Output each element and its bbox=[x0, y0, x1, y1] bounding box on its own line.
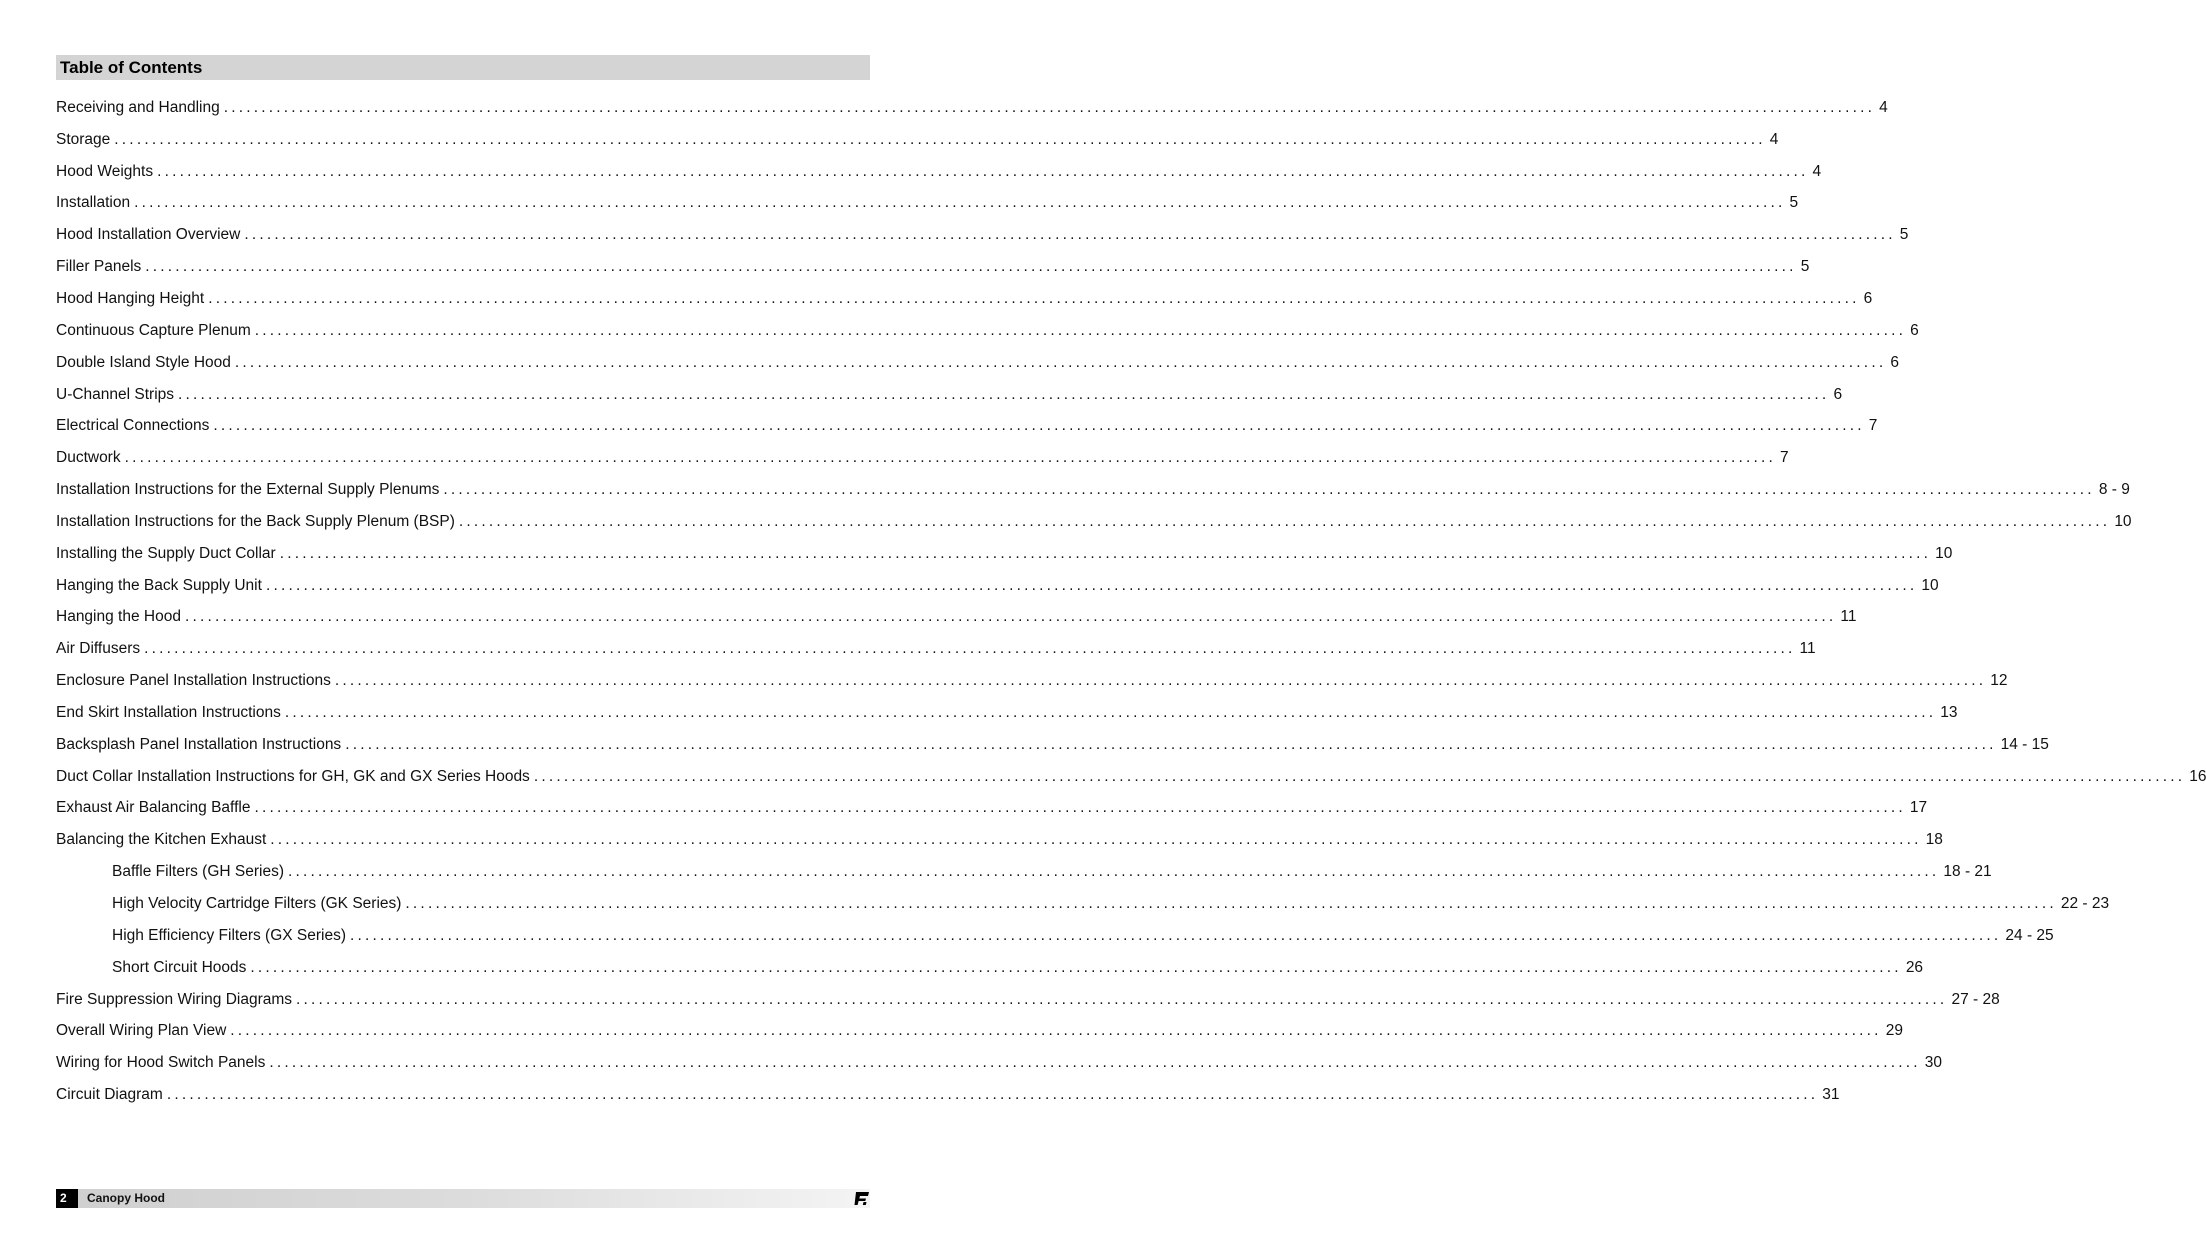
toc-entry[interactable] bbox=[56, 283, 1873, 315]
toc-entry-label: Balancing the Kitchen Exhaust bbox=[56, 831, 267, 849]
toc-entry[interactable] bbox=[56, 1079, 1840, 1111]
toc-entry-page: 5 bbox=[1899, 226, 1909, 244]
toc-dot-leader: ............................................................................................................................................................................................................................ bbox=[443, 481, 2095, 499]
toc-dot-leader: ............................................................................................................................................................................................................................ bbox=[265, 576, 1918, 594]
toc-entry-page: 10 bbox=[1935, 544, 1953, 562]
toc-entry-page: 31 bbox=[1822, 1086, 1840, 1104]
toc-dot-leader: ............................................................................................................................................................................................................................ bbox=[213, 417, 1865, 435]
toc-entry-page: 10 bbox=[1921, 576, 1939, 594]
toc-entry-page: 27 - 28 bbox=[1951, 990, 2000, 1008]
toc-dot-leader: ............................................................................................................................................................................................................................ bbox=[269, 1054, 1921, 1072]
toc-entry-page: 30 bbox=[1924, 1054, 1943, 1072]
toc-entry-page: 8 - 9 bbox=[2098, 481, 2130, 499]
toc-dot-leader: ............................................................................................................................................................................................................................ bbox=[533, 767, 2186, 785]
toc-dot-leader: ............................................................................................................................................................................................................................ bbox=[350, 926, 2002, 944]
toc-entry-label: Hanging the Back Supply Unit bbox=[56, 576, 262, 594]
toc-header-bar bbox=[56, 55, 870, 80]
toc-entry-label: Air Diffusers bbox=[56, 640, 141, 658]
toc-list bbox=[56, 92, 2206, 1111]
toc-dot-leader: ............................................................................................................................................................................................................................ bbox=[184, 608, 1837, 626]
toc-entry-label: Installation bbox=[56, 194, 131, 212]
toc-subentry[interactable] bbox=[56, 856, 1992, 888]
toc-dot-leader: ............................................................................................................................................................................................................................ bbox=[114, 130, 1766, 148]
toc-entry[interactable] bbox=[56, 188, 1799, 220]
toc-entry-label: Short Circuit Hoods bbox=[112, 958, 247, 976]
toc-subentry[interactable] bbox=[56, 952, 1924, 984]
toc-subentry[interactable] bbox=[56, 920, 2054, 952]
toc-entry-label: Double Island Style Hood bbox=[56, 353, 231, 371]
toc-entry-page: 11 bbox=[1840, 608, 1857, 626]
toc-entry[interactable] bbox=[56, 315, 1919, 347]
toc-entry[interactable] bbox=[56, 793, 1928, 825]
toc-dot-leader: ............................................................................................................................................................................................................................ bbox=[223, 98, 1876, 116]
toc-entry-label: Circuit Diagram bbox=[56, 1086, 163, 1104]
toc-entry[interactable] bbox=[56, 570, 1939, 602]
toc-entry-label: Installation Instructions for the External Supply Plenums bbox=[56, 481, 440, 499]
toc-entry-label: Continuous Capture Plenum bbox=[56, 321, 251, 339]
toc-entry-label: Hanging the Hood bbox=[56, 608, 181, 626]
toc-entry-label: High Efficiency Filters (GX Series) bbox=[112, 926, 346, 944]
toc-entry-page: 12 bbox=[1990, 672, 2008, 690]
toc-entry[interactable] bbox=[56, 92, 1888, 124]
toc-entry[interactable] bbox=[56, 633, 1816, 665]
toc-entry-label: Ductwork bbox=[56, 449, 121, 467]
toc-entry-label: High Velocity Cartridge Filters (GK Series) bbox=[112, 895, 402, 913]
toc-entry[interactable] bbox=[56, 602, 1857, 634]
toc-entry-label: Electrical Connections bbox=[56, 417, 210, 435]
toc-dot-leader: ............................................................................................................................................................................................................................ bbox=[270, 831, 1922, 849]
toc-entry-page: 5 bbox=[1789, 194, 1799, 212]
toc-entry-label: Installation Instructions for the Back Supply Plenum (BSP) bbox=[56, 512, 455, 530]
toc-entry-page: 7 bbox=[1868, 417, 1878, 435]
toc-entry[interactable] bbox=[56, 665, 2008, 697]
toc-entry-page: 6 bbox=[1833, 385, 1843, 403]
toc-entry-label: Enclosure Panel Installation Instructions bbox=[56, 672, 331, 690]
toc-dot-leader: ............................................................................................................................................................................................................................ bbox=[296, 990, 1948, 1008]
toc-entry-label: Backsplash Panel Installation Instructions bbox=[56, 735, 342, 753]
toc-entry-label: Hood Hanging Height bbox=[56, 289, 205, 307]
toc-entry-page: 22 - 23 bbox=[2060, 895, 2110, 913]
toc-entry-label: U-Channel Strips bbox=[56, 385, 175, 403]
toc-dot-leader: ............................................................................................................................................................................................................................ bbox=[144, 640, 1796, 658]
toc-entry-page: 17 bbox=[1909, 799, 1928, 817]
toc-entry-page: 14 - 15 bbox=[2000, 735, 2049, 753]
toc-entry-label: Wiring for Hood Switch Panels bbox=[56, 1054, 266, 1072]
toc-entry[interactable] bbox=[56, 538, 1953, 570]
toc-entry-page: 10 bbox=[2114, 512, 2132, 530]
toc-entry-label: Receiving and Handling bbox=[56, 98, 220, 116]
toc-entry-page: 7 bbox=[1780, 449, 1789, 467]
footer-document-title: Canopy Hood bbox=[87, 1191, 165, 1205]
toc-entry[interactable] bbox=[56, 156, 1822, 188]
toc-entry-page: 6 bbox=[1863, 289, 1873, 307]
toc-entry-page: 4 bbox=[1812, 162, 1822, 180]
toc-dot-leader: ............................................................................................................................................................................................................................ bbox=[124, 449, 1777, 467]
toc-dot-leader: ............................................................................................................................................................................................................................ bbox=[254, 321, 1907, 339]
toc-dot-leader: ............................................................................................................................................................................................................................ bbox=[145, 258, 1797, 276]
page-footer bbox=[56, 1189, 870, 1208]
toc-dot-leader: ............................................................................................................................................................................................................................ bbox=[234, 353, 1887, 371]
toc-entry-label: Hood Installation Overview bbox=[56, 226, 241, 244]
toc-dot-leader: ............................................................................................................................................................................................................................ bbox=[157, 162, 1809, 180]
toc-entry-page: 29 bbox=[1885, 1022, 1903, 1040]
toc-dot-leader: ............................................................................................................................................................................................................................ bbox=[178, 385, 1830, 403]
toc-entry[interactable] bbox=[56, 474, 2130, 506]
toc-entry-page: 6 bbox=[1890, 353, 1899, 371]
toc-dot-leader: ............................................................................................................................................................................................................................ bbox=[208, 289, 1860, 307]
toc-entry-label: End Skirt Installation Instructions bbox=[56, 703, 281, 721]
toc-entry-page: 18 - 21 bbox=[1943, 863, 1992, 881]
toc-entry-page: 24 - 25 bbox=[2005, 926, 2054, 944]
toc-dot-leader: ............................................................................................................................................................................................................................ bbox=[166, 1086, 1819, 1104]
toc-entry[interactable] bbox=[56, 379, 1843, 411]
toc-entry-page: 4 bbox=[1769, 130, 1779, 148]
toc-entry-label: Hood Weights bbox=[56, 162, 154, 180]
toc-entry-page: 26 bbox=[1905, 958, 1924, 976]
toc-entry-page: 11 bbox=[1799, 640, 1816, 658]
toc-entry-page: 6 bbox=[1910, 321, 1919, 339]
toc-dot-leader: ............................................................................................................................................................................................................................ bbox=[458, 512, 2111, 530]
toc-entry-page: 5 bbox=[1800, 258, 1810, 276]
toc-entry-label: Duct Collar Installation Instructions for GH, GK and GX Series Hoods bbox=[56, 767, 530, 785]
toc-entry-label: Exhaust Air Balancing Baffle bbox=[56, 799, 251, 817]
toc-dot-leader: ............................................................................................................................................................................................................................ bbox=[279, 544, 1932, 562]
toc-entry[interactable] bbox=[56, 347, 1899, 379]
toc-entry-label: Filler Panels bbox=[56, 258, 142, 276]
toc-subentry[interactable] bbox=[56, 888, 2110, 920]
toc-entry[interactable] bbox=[56, 410, 1878, 442]
toc-entry-page: 4 bbox=[1879, 98, 1888, 116]
toc-dot-leader: ............................................................................................................................................................................................................................ bbox=[345, 735, 1997, 753]
toc-entry[interactable] bbox=[56, 124, 1779, 156]
footer-page-number: 2 bbox=[56, 1189, 78, 1208]
toc-entry-label: Overall Wiring Plan View bbox=[56, 1022, 227, 1040]
toc-entry[interactable] bbox=[56, 1047, 1943, 1079]
toc-entry-label: Installing the Supply Duct Collar bbox=[56, 544, 276, 562]
toc-entry[interactable] bbox=[56, 984, 2000, 1016]
toc-dot-leader: ............................................................................................................................................................................................................................ bbox=[250, 958, 1902, 976]
toc-dot-leader: ............................................................................................................................................................................................................................ bbox=[284, 703, 1937, 721]
toc-entry[interactable] bbox=[56, 697, 1958, 729]
toc-entry-page: 16 bbox=[2189, 767, 2206, 785]
toc-dot-leader: ............................................................................................................................................................................................................................ bbox=[230, 1022, 1882, 1040]
greenheck-logo-icon bbox=[854, 1191, 870, 1206]
toc-entry-label: Baffle Filters (GH Series) bbox=[112, 863, 284, 881]
toc-dot-leader: ............................................................................................................................................................................................................................ bbox=[134, 194, 1786, 212]
toc-entry[interactable] bbox=[56, 824, 1943, 856]
toc-entry[interactable] bbox=[56, 219, 1909, 251]
toc-entry-page: 18 bbox=[1925, 831, 1943, 849]
page-title: Table of Contents bbox=[60, 58, 203, 77]
toc-entry-page: 13 bbox=[1940, 703, 1958, 721]
toc-dot-leader: ............................................................................................................................................................................................................................ bbox=[244, 226, 1896, 244]
toc-dot-leader: ............................................................................................................................................................................................................................ bbox=[287, 863, 1940, 881]
toc-entry[interactable] bbox=[56, 506, 2132, 538]
toc-entry[interactable] bbox=[56, 442, 1789, 474]
toc-dot-leader: ............................................................................................................................................................................................................................ bbox=[334, 672, 1987, 690]
toc-entry[interactable] bbox=[56, 761, 2206, 793]
toc-dot-leader: ............................................................................................................................................................................................................................ bbox=[254, 799, 1906, 817]
toc-entry[interactable] bbox=[56, 251, 1810, 283]
toc-entry[interactable] bbox=[56, 1015, 1903, 1047]
toc-dot-leader: ............................................................................................................................................................................................................................ bbox=[405, 895, 2057, 913]
toc-entry-label: Fire Suppression Wiring Diagrams bbox=[56, 990, 293, 1008]
toc-entry[interactable] bbox=[56, 729, 2049, 761]
toc-entry-label: Storage bbox=[56, 130, 111, 148]
